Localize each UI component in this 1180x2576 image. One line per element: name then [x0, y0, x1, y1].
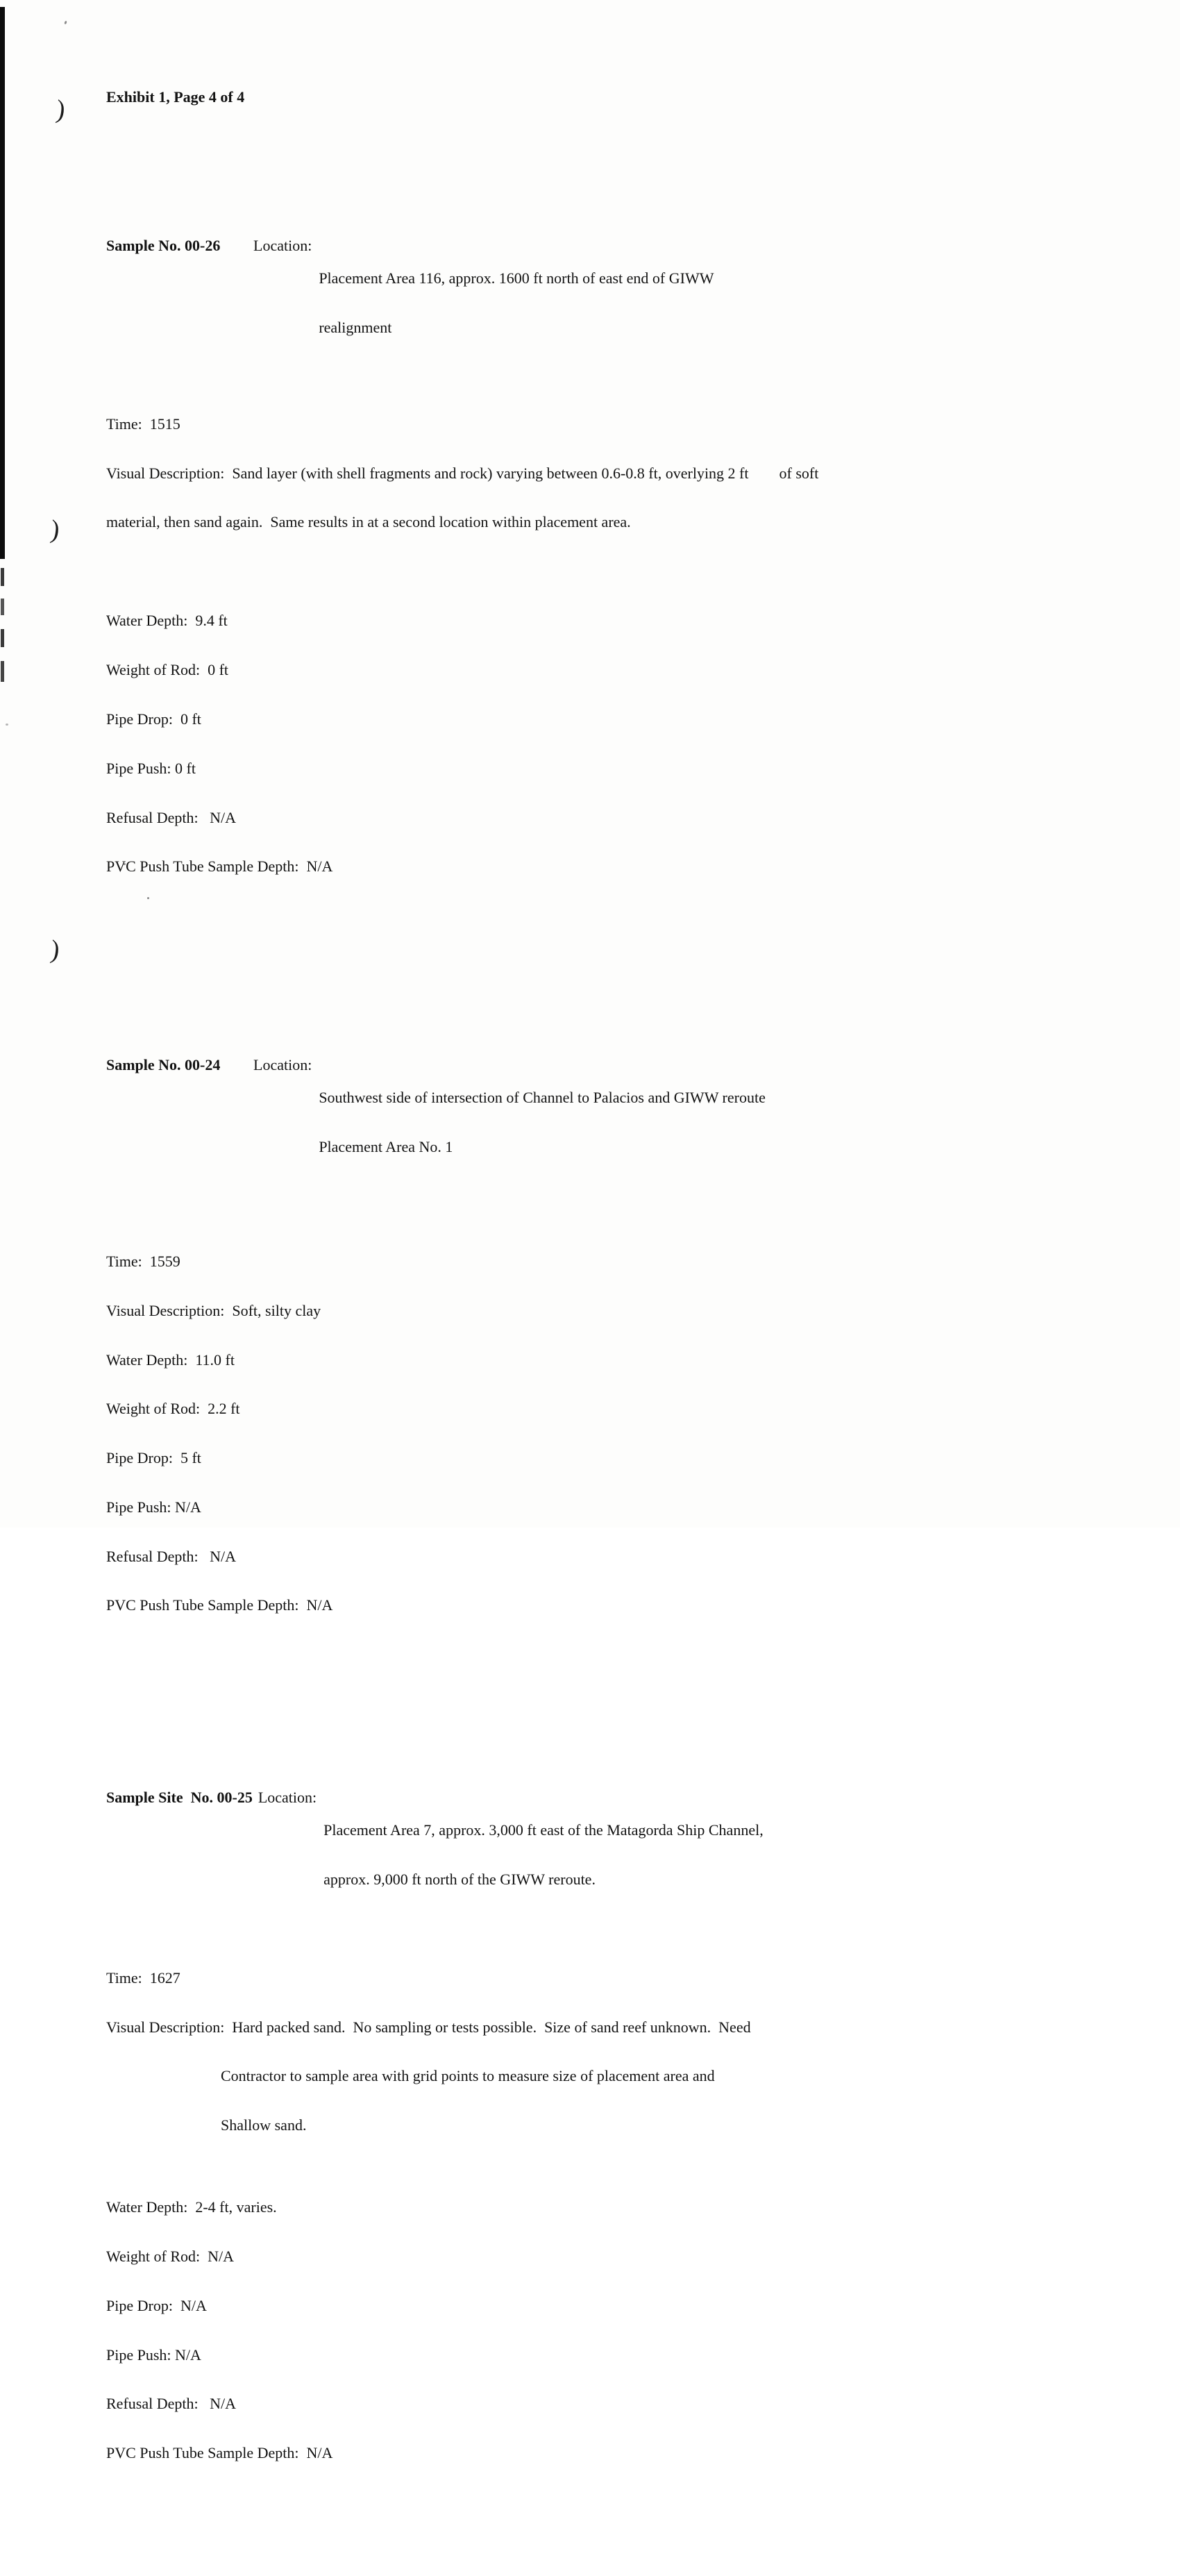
field-refusal-depth: Refusal Depth: N/A — [106, 2395, 236, 2413]
field-pvc-push-tube-sample-depth: PVC Push Tube Sample Depth: N/A — [106, 2444, 333, 2462]
visual-description-line: material, then sand again. Same results in at a second location within placement area. — [106, 513, 631, 531]
field-visual-description: Visual Description: Soft, silty clay — [106, 1301, 321, 1319]
measurement-fields — [106, 580, 1106, 908]
location-line: approx. 9,000 ft north of the GIWW reroute. — [323, 1870, 596, 1888]
field-water-depth: Water Depth: 11.0 ft — [106, 1350, 235, 1369]
field-refusal-depth: Refusal Depth: N/A — [106, 808, 236, 826]
scan-artifact-dash — [1, 661, 4, 682]
field-time: Time: 1559 — [106, 1252, 180, 1270]
location-line: Placement Area No. 1 — [319, 1137, 453, 1155]
location-text — [323, 1789, 1106, 1921]
location-text — [319, 237, 1106, 369]
scan-artifact-dash — [1, 629, 4, 647]
location-line: Southwest side of intersection of Channel to Palacios and GIWW reroute — [319, 1089, 766, 1107]
field-pipe-push: Pipe Push: 0 ft — [106, 759, 196, 777]
scan-artifact-dash — [1, 568, 4, 586]
field-pipe-drop: Pipe Drop: N/A — [106, 2296, 207, 2314]
location-line: realignment — [319, 318, 392, 336]
field-water-depth: Water Depth: 9.4 ft — [106, 612, 228, 630]
document-content — [106, 40, 1106, 2576]
field-pipe-push: Pipe Push: N/A — [106, 2345, 201, 2364]
location-line: Placement Area 116, approx. 1600 ft north of east end of GIWW — [319, 269, 714, 287]
sample-record-00-25 — [106, 1745, 1106, 2527]
location-text — [319, 1057, 1106, 1188]
sample-header-row — [106, 1789, 1106, 1921]
visual-description-line: Shallow sand. — [221, 2116, 307, 2134]
field-pipe-push: Pipe Push: N/A — [106, 1498, 201, 1516]
measurement-fields — [106, 1221, 1106, 1646]
scan-artifact-speck — [6, 724, 8, 726]
location-line: Placement Area 7, approx. 3,000 ft east of the Matagorda Ship Channel, — [323, 1821, 764, 1839]
field-pipe-drop: Pipe Drop: 0 ft — [106, 710, 201, 728]
visual-description-line: Visual Description: Hard packed sand. No sampling or tests possible. Size of sand reef unknown. Need — [106, 2018, 751, 2036]
scan-artifact-edge-bar — [0, 7, 5, 559]
visual-description-line: Contractor to sample area with grid points to measure size of placement area and — [221, 2067, 715, 2085]
sample-header-row — [106, 1057, 1106, 1188]
field-weight-of-rod: Weight of Rod: 0 ft — [106, 661, 229, 679]
visual-description-line: Visual Description: Sand layer (with shell fragments and rock) varying between 0.6-0.8 ft, overlying 2 ft of soft — [106, 464, 819, 482]
location-label: Location: — [253, 1055, 312, 1073]
scan-artifact-dash — [1, 599, 4, 615]
scan-artifact-speck — [64, 21, 67, 25]
scan-artifact-paren: ) — [49, 935, 62, 965]
time-line: Time: 1515 — [106, 415, 180, 433]
exhibit-page-header: Exhibit 1, Page 4 of 4 — [106, 87, 245, 106]
scan-artifact-paren: ) — [54, 94, 67, 125]
location-label: Location: — [253, 236, 312, 254]
field-weight-of-rod: Weight of Rod: N/A — [106, 2248, 234, 2265]
scan-artifact-paren: ) — [49, 515, 62, 545]
measurement-fields — [106, 2166, 1106, 2494]
sample-record-00-26 — [106, 171, 1106, 941]
field-pvc-push-tube-sample-depth: PVC Push Tube Sample Depth: N/A — [106, 858, 333, 876]
sample-label: Sample No. 00-26 — [106, 236, 221, 254]
sample-label: Sample No. 00-24 — [106, 1055, 221, 1073]
sample-header-row — [106, 237, 1106, 369]
sample-label: Sample Site No. 00-25 — [106, 1788, 253, 1806]
field-refusal-depth: Refusal Depth: N/A — [106, 1547, 236, 1565]
time-line: Time: 1627 — [106, 1968, 180, 1987]
field-water-depth: Water Depth: 2-4 ft, varies. — [106, 2198, 277, 2216]
location-label: Location: — [258, 1788, 317, 1806]
sample-record-00-24 — [106, 1006, 1106, 1680]
field-pipe-drop: Pipe Drop: 5 ft — [106, 1449, 201, 1467]
field-pvc-push-tube-sample-depth: PVC Push Tube Sample Depth: N/A — [106, 1596, 333, 1614]
field-weight-of-rod: Weight of Rod: 2.2 ft — [106, 1400, 240, 1418]
